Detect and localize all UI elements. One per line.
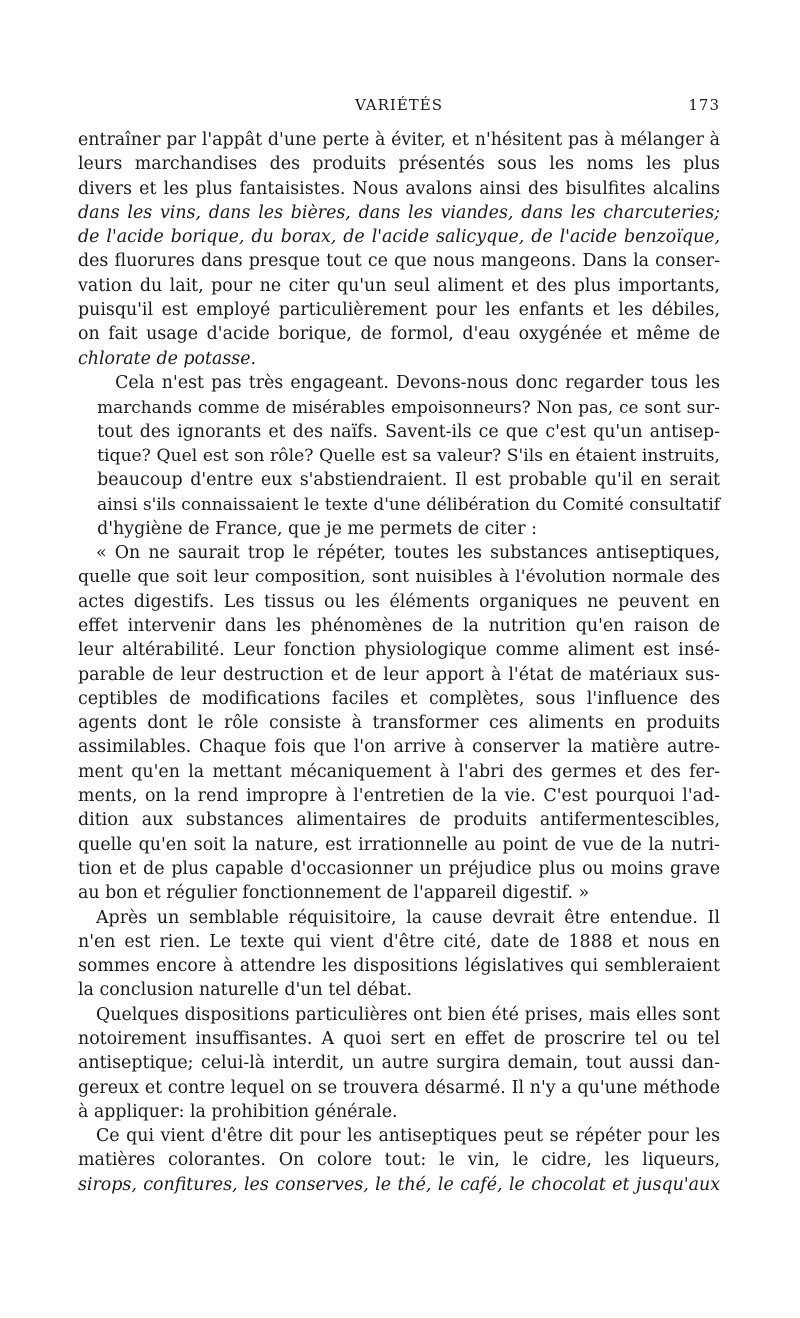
text-line: Ce qui vient d'être dit pour les antiseptiques peut se répéter pour les	[96, 1126, 720, 1147]
body-text	[78, 128, 720, 1197]
paragraph-4	[78, 906, 720, 1003]
text-line: quelle que soit leur composition, sont nuisibles à l'évolution normale des	[78, 567, 720, 588]
text-line: on fait usage d'acide borique, de formol, d'eau oxygénée et même de	[78, 324, 720, 345]
text-line: la conclusion naturelle d'un tel débat.	[78, 980, 413, 1001]
text-line: ments, on la rend impropre à l'entretien de la vie. C'est pourquoi l'ad-	[78, 786, 720, 807]
text-line: antiseptique; celui-là interdit, un autre surgira demain, tout aussi dan-	[78, 1053, 720, 1074]
text-line: effet intervenir dans les phénomènes de la nutrition qu'en raison de	[78, 615, 720, 636]
text-line: ment qu'en la mettant mécaniquement à l'abri des germes et des fer-	[78, 761, 720, 782]
text-line: Quelques dispositions particulières ont bien été prises, mais elles sont	[96, 1004, 720, 1025]
paragraph-5	[78, 1003, 720, 1124]
text-line: ainsi s'ils connaissaient le texte d'une délibération du Comité consultatif	[97, 494, 720, 515]
text-line: dition aux substances alimentaires de produits antifermentescibles,	[78, 810, 720, 831]
text-line: ceptibles de modifications faciles et complètes, sous l'influence des	[78, 688, 720, 709]
text-line: sirops, confitures, les conserves, le thé, le café, le chocolat et jusqu'aux	[78, 1174, 720, 1195]
text-line: divers et les plus fantaisistes. Nous avalons ainsi des bisulfites alcalins	[78, 178, 720, 199]
text-line: Cela n'est pas très engageant. Devons-nous donc regarder tous les	[115, 372, 720, 393]
text-line: à appliquer: la prohibition générale.	[78, 1101, 398, 1122]
text-line: notoirement insuffisantes. A quoi sert en effet de proscrire tel ou tel	[78, 1028, 720, 1049]
text-line: leur altérabilité. Leur fonction physiologique comme aliment est insé-	[78, 640, 720, 661]
text-line: n'en est rien. Le texte qui vient d'être cité, date de 1888 et nous en	[78, 931, 720, 952]
text-line: quelle qu'en soit la nature, est irrationnelle au point de vue de la nutri-	[78, 834, 720, 855]
text-line: d'hygiène de France, que je me permets de citer :	[97, 518, 537, 539]
text-line: tout des ignorants et des naïfs. Savent-ils ce que c'est qu'un antisep-	[97, 421, 720, 442]
page-number: 173	[688, 96, 720, 114]
page-header	[78, 96, 720, 120]
text-line: sommes encore à attendre les dispositions législatives qui sembleraient	[78, 956, 720, 977]
text-line: parable de leur destruction et de leur apport à l'état de matériaux sus-	[78, 664, 720, 685]
text-line: tique? Quel est son rôle? Quelle est sa valeur? S'ils en étaient instruits,	[97, 445, 720, 466]
paragraph-2	[78, 371, 720, 541]
text-line: gereux et contre lequel on se trouvera désarmé. Il n'y a qu'une méthode	[78, 1077, 720, 1098]
text-line: dans les vins, dans les bières, dans les viandes, dans les charcuteries;	[78, 202, 720, 223]
text-line: leurs marchandises des produits présentés sous les noms les plus	[78, 154, 720, 175]
text-line: Après un semblable réquisitoire, la cause devrait être entendue. Il	[96, 907, 720, 928]
text-line: beaucoup d'entre eux s'abstiendraient. Il est probable qu'il en serait	[97, 470, 720, 491]
text-line: au bon et régulier fonctionnement de l'appareil digestif. »	[78, 883, 590, 904]
text-line: entraîner par l'appât d'une perte à éviter, et n'hésitent pas à mélanger à	[78, 130, 720, 150]
text-line: tion et de plus capable d'occasionner un préjudice plus ou moins grave	[78, 858, 720, 879]
text-line: matières colorantes. On colore tout: le vin, le cidre, les liqueurs,	[78, 1150, 720, 1171]
paragraph-3-quotation	[78, 541, 720, 905]
text-line: agents dont le rôle consiste à transformer ces aliments en produits	[78, 713, 720, 734]
text-line: des fluorures dans presque tout ce que nous mangeons. Dans la conser-	[78, 251, 720, 272]
text-line: assimilables. Chaque fois que l'on arrive à conserver la matière autre-	[78, 737, 720, 758]
text-line: « On ne saurait trop le répéter, toutes les substances antiseptiques,	[96, 543, 720, 564]
text-line: vation du lait, pour ne citer qu'un seul aliment et des plus importants,	[78, 275, 720, 296]
running-title: VARIÉTÉS	[354, 96, 444, 114]
text-line: marchands comme de misérables empoisonneurs? Non pas, ce sont sur-	[97, 397, 720, 418]
text-line: de l'acide borique, du borax, de l'acide salicyque, de l'acide benzoïque,	[78, 227, 720, 248]
paragraph-1	[78, 128, 720, 371]
text-line: puisqu'il est employé particulièrement pour les enfants et les débiles,	[78, 300, 720, 321]
text-line: chlorate de potasse.	[78, 348, 257, 369]
text-line: actes digestifs. Les tissus ou les éléments organiques ne peuvent en	[78, 591, 720, 612]
paragraph-6	[78, 1124, 720, 1197]
